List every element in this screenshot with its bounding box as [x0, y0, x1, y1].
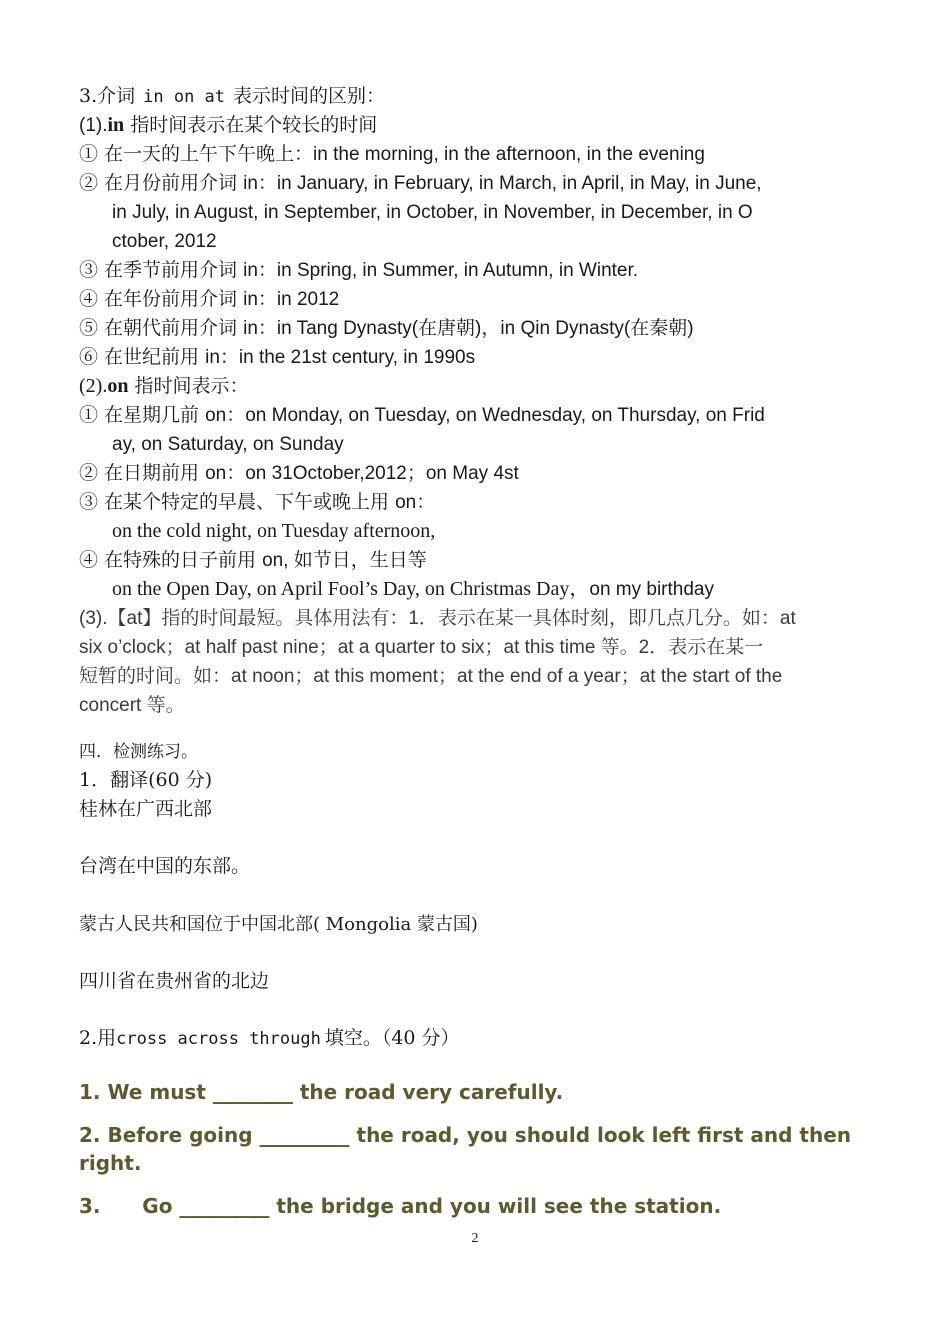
fill-blank-exercise: 2. Before going _________ the road, you should look left first and then right. [79, 1123, 852, 1175]
at-paragraph-line: six o’clock；at half past nine；at a quarter to six；at this time 等。2．表示在某一 [79, 637, 764, 658]
section-3-heading: 3.介词 in on at 表示时间的区别： [79, 85, 386, 107]
fill-blank-exercise: 1. We must ________ the road very carefully. [79, 1080, 564, 1104]
on-item: ③ 在某个特定的早晨、下午或晚上用 on： [79, 491, 436, 513]
in-title: (1).in 指时间表示在某个较长的时间 [79, 114, 378, 136]
on-item-continued: ay, on Saturday, on Sunday [112, 434, 344, 455]
q2-title: 2.用cross across through 填空。（40 分） [79, 1027, 460, 1049]
in-item: ④ 在年份前用介词 in：in 2012 [79, 288, 340, 310]
section-4-heading: 四．检测练习。 [79, 742, 198, 762]
q1-item: 四川省在贵州省的北边 [79, 970, 270, 992]
q1-item: 台湾在中国的东部。 [79, 855, 251, 877]
on-item: ② 在日期前用 on：on 31October,2012；on May 4st [79, 462, 519, 484]
on-item: ④ 在特殊的日子前用 on, 如节日，生日等 [79, 549, 427, 571]
fill-blank-exercise: 3. Go _________ the bridge and you will see the station. [79, 1194, 722, 1218]
q1-item: 蒙古人民共和国位于中国北部( Mongolia 蒙古国) [79, 914, 478, 935]
in-item-continued: ctober, 2012 [112, 231, 217, 252]
in-item: ⑤ 在朝代前用介词 in：in Tang Dynasty(在唐朝)，in Qin Dynasty(在秦朝) [79, 317, 694, 339]
in-item: ⑥ 在世纪前用 in：in the 21st century, in 1990s [79, 346, 476, 368]
on-title: (2).on 指时间表示： [79, 375, 249, 397]
at-paragraph-line: (3).【at】指的时间最短。具体用法有：1．表示在某一具体时刻，即几点几分。如：at [79, 608, 796, 629]
page-number: 2 [471, 1231, 479, 1246]
on-item-example: on the Open Day, on April Fool’s Day, on Christmas Day，on my birthday [112, 578, 714, 600]
on-item-example: on the cold night, on Tuesday afternoon, [112, 520, 436, 542]
q1-item: 桂林在广西北部 [79, 798, 213, 820]
q1-title: 1．翻译(60 分) [79, 769, 213, 791]
in-item: ① 在一天的上午下午晚上：in the morning, in the afternoon, in the evening [79, 143, 705, 165]
on-item: ① 在星期几前 on：on Monday, on Tuesday, on Wednesday, on Thursday, on Frid [79, 404, 765, 426]
at-paragraph-line: concert 等。 [79, 695, 185, 716]
in-item: ③ 在季节前用介词 in：in Spring, in Summer, in Autumn, in Winter. [79, 259, 639, 281]
in-item: ② 在月份前用介词 in：in January, in February, in March, in April, in May, in June, [79, 172, 762, 194]
in-item-continued: in July, in August, in September, in October, in November, in December, in O [112, 202, 753, 223]
at-paragraph-line: 短暂的时间。如：at noon；at this moment；at the end of a year；at the start of the [79, 666, 783, 687]
